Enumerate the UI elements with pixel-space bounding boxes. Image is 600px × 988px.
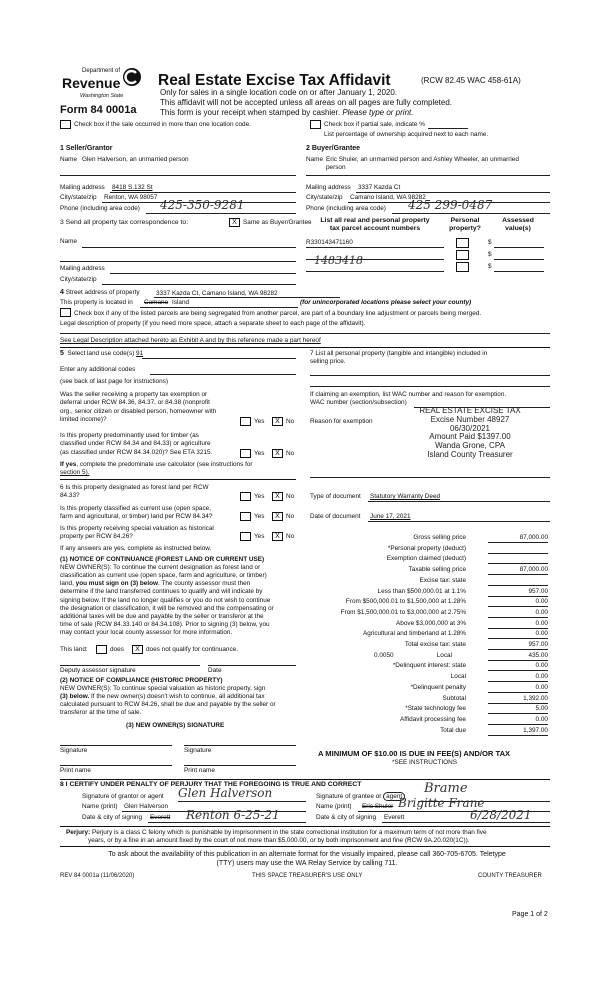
land-use-code-label: 5 Select land use code(s) 91 (60, 350, 144, 357)
seller-name: Glen Halverson, an unmarried person (82, 156, 189, 163)
personal-property-heading: Personal property? (449, 217, 481, 233)
calc-row-value (488, 577, 548, 586)
calc-row-label: Gross selling price (413, 534, 466, 541)
buyer-city: Camano Island, WA 98282 (350, 194, 426, 201)
sec6-q2-yes-label: Yes (254, 513, 265, 520)
sec6-q1-yes-checkbox[interactable] (240, 492, 251, 501)
sec5-q2-yes-label: Yes (254, 450, 265, 457)
seller-phone-handwritten: 425-350-9281 (160, 198, 245, 212)
assessed-dollar-1: $ (488, 239, 492, 246)
buyer-mail: 3337 Kazda Ct (358, 184, 401, 191)
calc-row-value (488, 555, 548, 564)
same-as-buyer-checkbox[interactable]: X (229, 218, 240, 227)
buyer-mail-label: Mailing address (306, 184, 351, 191)
header-line-1: Only for sales in a single location code on or after January 1, 2020. (160, 88, 398, 97)
sec6-q2-no-label: No (286, 513, 295, 520)
calc-row-value: 0.00 (488, 716, 548, 725)
seller-mail-label: Mailing address (60, 184, 105, 191)
sec3-name-label: Name (60, 238, 78, 245)
grantee-name-label: Name (print) (316, 803, 352, 810)
calc-row-label: Affidavit processing fee (400, 715, 466, 723)
sec6-q1-yes-label: Yes (254, 493, 265, 500)
sec5-q1-no-label: No (286, 418, 295, 425)
grantor-date-handwritten: Renton 6-25-21 (186, 808, 280, 822)
if-any-yes-note: If any answers are yes, complete as instructed below. (60, 545, 212, 552)
assessed-dollar-3: $ (488, 263, 492, 270)
deputy-signature-label: Deputy assessor signature (60, 667, 136, 674)
document-date-label: Date of document (310, 513, 361, 520)
notice-compliance-heading: (2) NOTICE OF COMPLIANCE (HISTORIC PROPERTY) (60, 677, 223, 684)
calc-row-value: 957.00 (488, 588, 548, 597)
calc-row-label: *Personal property (deduct) (387, 544, 466, 552)
sec6-q1-no-label: No (286, 493, 295, 500)
buyer-city-label: City/state/zip (306, 194, 343, 201)
buyer-phone-label: Phone (including area code) (306, 205, 386, 212)
deputy-date-label: Date (208, 667, 222, 674)
grantor-name: Glen Halverson (124, 803, 169, 810)
treasurer-use-label: THIS SPACE TREASURER'S USE ONLY (252, 873, 363, 879)
sec5-q2-no-checkbox[interactable]: X (272, 449, 283, 458)
grantee-date-handwritten: 6/28/2021 (470, 808, 532, 822)
department-label: Department of (82, 68, 121, 74)
grantee-name-struck: Eric Shuler (362, 803, 394, 810)
page-number: Page 1 of 2 (512, 911, 548, 918)
form-title: Real Estate Excise Tax Affidavit (158, 72, 391, 89)
document-type: Statutory Warranty Deed (370, 493, 441, 500)
grantor-signature-label: Signature of grantor or agent (82, 793, 164, 800)
street-address: 3337 Kazda Ct, Camano Island, WA 98282 (156, 290, 278, 297)
legal-description-label: Legal description of property (if you need more space, attach a separate sheet to each page of the affidavit). (60, 320, 366, 327)
sec3-city-label: City/state/zip (60, 276, 97, 283)
header-line-2: This affidavit will not be accepted unless all areas on all pages are fully completed. (160, 98, 453, 107)
notice-compliance-text: NEW OWNER(S): To continue special valuation as historic property, sign (3) below. If the new owner(s) doesn't wish to continue, all additional tax calculated pursuant to RCW 84.26, shall be due and payable by the seller or transferor at the time of sale. (60, 685, 276, 717)
sec6-q3-no-label: No (286, 533, 295, 540)
revenue-label: Revenue (62, 75, 121, 91)
washington-state-label: Washington State (80, 93, 124, 99)
calc-row-value: 1,392.00 (488, 695, 548, 704)
current-use-question: Is this property classified as current use (open space, farm and agricultural, or timber) land per RCW 84.34? (60, 505, 213, 521)
timber-question: Is this property predominantly used for timber (as classified under RCW 84.34 and 84.33) or agriculture (as classified under RCW 84.34.020)? See ETA 3215. (60, 432, 213, 456)
form-rcw: (RCW 82.45 WAC 458-61A) (421, 76, 521, 85)
partial-sale-checkbox[interactable] (310, 120, 321, 129)
county-treasurer-label: COUNTY TREASURER (478, 873, 542, 879)
seller-name-label: Name (60, 156, 78, 163)
new-owner-printname-1: Print name (60, 767, 91, 774)
percentage-note: List percentage of ownership acquired next to each name. (324, 131, 489, 138)
street-address-label: 4 Street address of property (60, 289, 140, 296)
calc-row-value: 87,000.00 (488, 566, 548, 575)
new-owner-printname-2: Print name (184, 767, 215, 774)
sec5-q2-no-label: No (286, 450, 295, 457)
see-back-note: (see back of last page for instructions) (60, 378, 168, 385)
assessed-dollar-2: $ (488, 251, 492, 258)
if-yes-note: If yes, complete the predominate use calculator (see instructions for section 5). (60, 461, 253, 477)
calc-row-value: 5.00 (488, 705, 548, 714)
tax-correspondence-label: 3 Send all property tax correspondence to: (60, 219, 189, 226)
seller-phone-label: Phone (including area code) (60, 205, 140, 212)
historical-question: Is this property receiving special valuation as historical property per RCW 84.26? (60, 525, 214, 541)
seller-heading: 1 Seller/Grantor (60, 145, 113, 152)
see-instructions-note: *SEE INSTRUCTIONS (392, 759, 457, 766)
calc-row-label: Local (450, 673, 466, 681)
accessibility-note: To ask about the availability of this publication in an alternate format for the visually impaired, please call 360-705-6705. Teletype (TTY) users may use the WA Relay Service by calling 711. (108, 851, 506, 868)
calc-row-label: *Delinquent penalty (410, 683, 466, 691)
seller-city-label: City/state/zip (60, 194, 97, 201)
buyer-name-label: Name (306, 156, 324, 163)
parcel-number-2-handwritten: 1483418 (314, 254, 363, 267)
certify-heading: 8 I CERTIFY UNDER PENALTY OF PERJURY THAT THE FOREGOING IS TRUE AND CORRECT (60, 781, 362, 788)
calc-row-label: Agricultural and timberland at 1.28% (362, 630, 466, 638)
document-type-label: Type of document (310, 493, 361, 500)
calc-row-value: 0.00 (488, 609, 548, 618)
revision-label: REV 84 0001a (11/06/2020) (60, 873, 135, 879)
grantee-city: Everett (384, 814, 405, 821)
additional-codes-label: Enter any additional codes (60, 366, 136, 373)
sec5-q1-no-checkbox[interactable]: X (272, 417, 283, 426)
grantor-name-label: Name (print) (82, 803, 118, 810)
sec5-q1-yes-checkbox[interactable] (240, 417, 251, 426)
does-qualify-checkbox[interactable] (96, 645, 107, 654)
treasurer-stamp: REAL ESTATE EXCISE TAX Excise Number 48927 06/30/2021 Amount Paid $1397.00 Wanda Grone, CPA Island County Treasurer (419, 406, 521, 459)
personal-property-checkbox-1[interactable] (456, 238, 469, 248)
calc-local-rate: 0.0050 (374, 651, 394, 659)
unincorporated-note: (for unincorporated locations please select your county) (300, 299, 472, 306)
calc-row-label: Less than $500,000.01 at 1.1% (377, 587, 466, 595)
calc-row-label: From $500,000.01 to $1,500,000 at 1.28% (345, 598, 466, 606)
personal-property-checkbox-3[interactable] (456, 262, 469, 272)
partial-sale-label: Check box if partial sale, indicate % (324, 121, 425, 128)
form-number: Form 84 0001a (60, 104, 137, 116)
calc-row-value (488, 545, 548, 554)
sec6-q2-yes-checkbox[interactable] (240, 512, 251, 521)
sec6-q1-no-checkbox[interactable]: X (272, 492, 283, 501)
segregate-label: Check box if any of the listed parcels are being segregated from another parcel, are part of a boundary line adjustment or parcels being merged. (74, 310, 482, 317)
grantee-signature: Brame (424, 781, 468, 796)
document-date: June 17, 2021 (370, 513, 411, 520)
this-land-label: This land: (60, 646, 88, 653)
calc-row-label: Total due (440, 726, 466, 734)
new-owner-signature-2: Signature (184, 747, 212, 754)
notice-continuance-text: NEW OWNER(S): To continue the current designation as forest land or classification as current use (open space, farm and agriculture, or timber) land, you must sign on (3) below. The county assessor must then determine if the land transferred continues to qualify and will indicate by signing below. If the land no longer qualifies or you do not wish to continue the designation or classification, it will be removed and the compensating or additional taxes will be due and payable by the seller or transferor at the time of sale (RCW 84.33.140 or 84.34.108). Prior to signing (3) below, you may contact your local county assessor for more information. (60, 564, 274, 636)
sec6-q3-yes-label: Yes (254, 533, 265, 540)
grantor-city-struck: Everett (150, 814, 171, 821)
new-owner-signature-1: Signature (60, 747, 88, 754)
calc-row-label: *State technology fee (405, 705, 466, 713)
calc-row-value: 0.00 (488, 630, 548, 639)
parcel-number-1: R330143471160 (306, 239, 353, 246)
buyer-name-line2: person (326, 164, 346, 171)
same-as-buyer-label: Same as Buyer/Grantee (243, 219, 312, 226)
revenue-logo-icon (122, 67, 142, 87)
legal-description-value: See Legal Description attached hereto as Exhibit A and by this reference made a part hereof (60, 337, 321, 344)
buyer-phone-handwritten: 425 299-0487 (408, 198, 493, 212)
does-label: does (110, 646, 124, 653)
calc-row-label: Above $3,000,000 at 3% (396, 619, 466, 627)
located-value: Island (172, 299, 190, 306)
calc-row-label: Total excise tax: state (404, 641, 466, 648)
assessed-value-heading: Assessed value(s) (502, 217, 534, 233)
calc-row-label: Excise tax: state (419, 576, 466, 584)
sec6-q2-no-checkbox[interactable]: X (272, 512, 283, 521)
calc-row-value: 957.00 (488, 641, 548, 650)
grantee-name-handwritten: Brigitte Frane (398, 796, 485, 810)
sec5-q2-yes-checkbox[interactable] (240, 449, 251, 458)
buyer-heading: 2 Buyer/Grantee (306, 145, 361, 152)
claim-exemption-label: If claiming an exemption, list WAC number and reason for exemption. WAC number (section/subsection) (310, 391, 507, 407)
does-not-label: does not qualify for continuance. (146, 646, 239, 653)
personal-property-list-label: 7 List all personal property (tangible and intangible) included in selling price. (310, 350, 488, 366)
buyer-name: Eric Shuler, an unmarried person and Ashley Wheeler, an unmarried (326, 156, 519, 163)
located-struck: Camano (144, 299, 169, 306)
reason-exemption-label: Reason for exemption (310, 418, 373, 425)
calc-row-value: 0.00 (488, 598, 548, 607)
sec6-q3-no-checkbox[interactable]: X (272, 532, 283, 541)
perjury-text: Perjury: Perjury is a class C felony which is punishable by imprisonment in the state correctional institution for a maximum term of not more than five years, or by a fine in an amount fixed by the court of not more than $5,000.00, or by both imprisonment and fine (RCW 9A.20.020(1C)). (66, 829, 487, 845)
personal-property-checkbox-2[interactable] (456, 250, 469, 260)
grantee-date-city-label: Date & city of signing (316, 814, 377, 821)
parcel-list-heading: List all real and personal property tax parcel account numbers (320, 217, 430, 233)
new-owner-signature-heading: (3) NEW OWNER(S) SIGNATURE (126, 722, 225, 729)
sec5-q1-yes-label: Yes (254, 418, 265, 425)
grantor-date-city-label: Date & city of signing (82, 814, 143, 821)
calc-row-value: 0.00 (488, 662, 548, 671)
segregate-checkbox[interactable] (60, 308, 71, 317)
seller-mail: 8418 S.132 St (112, 184, 153, 191)
calc-row-value: 435.00 (488, 652, 548, 661)
calc-row-value: 87,000.00 (488, 534, 548, 543)
calc-row-label: From $1,500,000.01 to $3,000,000 at 2.75% (340, 608, 466, 616)
sec6-q3-yes-checkbox[interactable] (240, 532, 251, 541)
calc-row-value: 0.00 (488, 620, 548, 629)
forest-land-question: 6 Is this property designated as forest land per RCW 84.33? (60, 484, 209, 500)
calc-row-label: *Delinquent interest: state (392, 662, 466, 670)
header-line-3: This form is your receipt when stamped by cashier. Please type or print. (160, 108, 414, 117)
calc-row-value: 0.00 (488, 673, 548, 682)
seller-city: Renton, WA 98057 (104, 194, 158, 201)
does-not-qualify-checkbox[interactable]: X (132, 645, 143, 654)
exemption-question: Was the seller receiving a property tax exemption or deferral under RCW 84.36, 84.37, or 84.38 (nonprofit org., senior citizen or disabled person, homeowner with limited income)? (60, 391, 217, 423)
multi-location-checkbox[interactable] (60, 120, 71, 129)
grantor-signature: Glen Halverson (178, 786, 273, 800)
minimum-due-note: A MINIMUM OF $10.00 IS DUE IN FEE(S) AND/OR TAX (318, 749, 511, 758)
multi-location-label: Check box if the sale occurred in more than one location code. (74, 121, 251, 128)
calc-row-label: Local (436, 651, 452, 659)
calc-row-label: Exemption claimed (deduct) (386, 555, 466, 563)
calc-row-label: Taxable selling price (408, 566, 466, 574)
located-in-label: This property is located in (60, 299, 133, 306)
grantee-signature-label: Signature of grantee or agent (316, 793, 405, 801)
calc-row-value: 0.00 (488, 684, 548, 693)
calc-row-value: 1,397.00 (488, 727, 548, 736)
notice-continuance-heading: (1) NOTICE OF CONTINUANCE (FOREST LAND OR CURRENT USE) (60, 556, 265, 563)
calc-row-label: Subtotal (442, 694, 466, 702)
sec3-mail-label: Mailing address (60, 265, 105, 272)
